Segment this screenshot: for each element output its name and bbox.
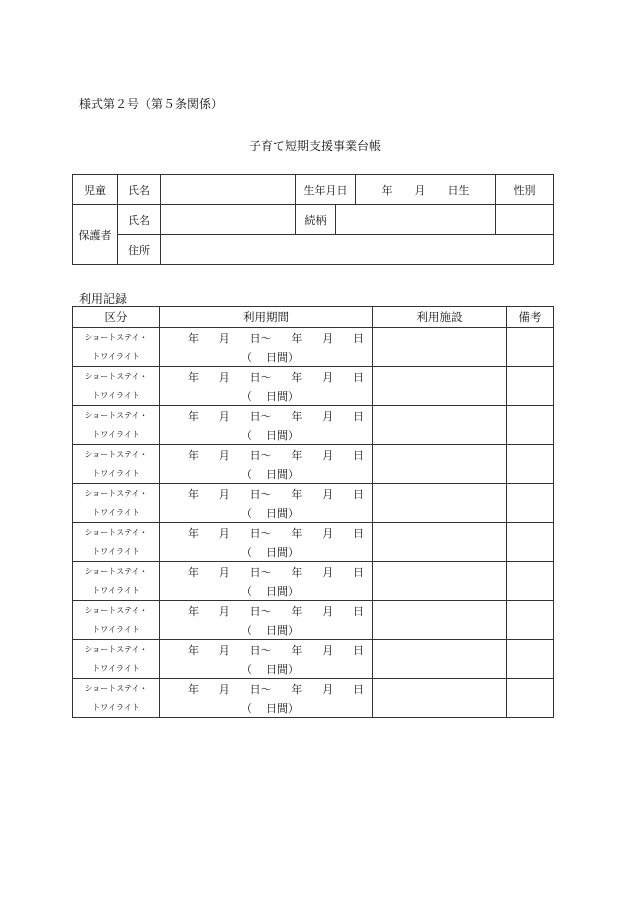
end-day: 日 [352, 565, 364, 579]
remarks-field[interactable] [507, 484, 554, 523]
start-month: 月 [218, 409, 230, 423]
header-period: 利用期間 [160, 307, 373, 328]
usage-row [73, 406, 554, 426]
period-start-end[interactable] [160, 406, 373, 426]
dob-year: 年 [381, 183, 393, 197]
end-year: 年 [291, 682, 303, 696]
end-day: 日 [352, 682, 364, 696]
period-start-end[interactable] [160, 679, 373, 699]
end-month: 月 [322, 526, 334, 540]
gender-field[interactable] [496, 205, 554, 235]
days-open-paren: （ [241, 623, 252, 637]
dob-field[interactable] [356, 175, 496, 205]
end-year: 年 [291, 331, 303, 345]
category-line-2: トワイライト [73, 620, 160, 640]
end-month: 月 [322, 331, 334, 345]
usage-row [73, 640, 554, 660]
period-days[interactable] [160, 425, 373, 445]
usage-row [73, 523, 554, 543]
facility-field[interactable] [373, 523, 507, 562]
days-open-paren: （ [241, 389, 252, 403]
category-line-1: ショートステイ・ [73, 484, 160, 504]
start-day: 日〜 [249, 565, 272, 579]
period-days[interactable] [160, 464, 373, 484]
start-year: 年 [188, 487, 199, 501]
end-month: 月 [322, 682, 334, 696]
usage-row [73, 679, 554, 699]
category-line-1: ショートステイ・ [73, 640, 160, 660]
start-day: 日〜 [249, 331, 272, 345]
start-year: 年 [188, 331, 199, 345]
usage-row [73, 445, 554, 465]
category-line-2: トワイライト [73, 503, 160, 523]
start-month: 月 [218, 370, 230, 384]
usage-record-table [72, 306, 554, 718]
days-count: 日間） [266, 467, 299, 481]
remarks-field[interactable] [507, 328, 554, 367]
start-day: 日〜 [249, 487, 272, 501]
remarks-field[interactable] [507, 367, 554, 406]
start-day: 日〜 [249, 409, 272, 423]
remarks-field[interactable] [507, 679, 554, 718]
start-day: 日〜 [249, 448, 272, 462]
usage-row [73, 367, 554, 387]
remarks-field[interactable] [507, 640, 554, 679]
days-open-paren: （ [241, 662, 252, 676]
days-count: 日間） [266, 545, 299, 559]
document-title: 子育て短期支援事業台帳 [248, 139, 381, 153]
days-open-paren: （ [241, 584, 252, 598]
period-days[interactable] [160, 347, 373, 367]
end-year: 年 [291, 643, 303, 657]
address-row [73, 235, 554, 265]
remarks-field[interactable] [507, 406, 554, 445]
child-label: 児童 [73, 175, 118, 205]
days-count: 日間） [266, 701, 299, 715]
start-year: 年 [188, 409, 199, 423]
period-days[interactable] [160, 503, 373, 523]
remarks-field[interactable] [507, 562, 554, 601]
period-start-end[interactable] [160, 445, 373, 465]
end-day: 日 [352, 448, 364, 462]
facility-field[interactable] [373, 562, 507, 601]
end-day: 日 [352, 526, 364, 540]
header-facility: 利用施設 [373, 307, 507, 328]
category-line-1: ショートステイ・ [73, 445, 160, 465]
category-line-1: ショートステイ・ [73, 328, 160, 348]
days-count: 日間） [266, 506, 299, 520]
end-year: 年 [291, 409, 303, 423]
address-field[interactable] [161, 235, 554, 265]
days-open-paren: （ [241, 701, 252, 715]
days-count: 日間） [266, 623, 299, 637]
category-line-1: ショートステイ・ [73, 523, 160, 543]
category-line-2: トワイライト [73, 542, 160, 562]
period-start-end[interactable] [160, 523, 373, 543]
start-month: 月 [218, 604, 230, 618]
gender-label: 性別 [496, 175, 554, 205]
end-month: 月 [322, 604, 334, 618]
period-days[interactable] [160, 386, 373, 406]
relation-field[interactable] [336, 205, 496, 235]
end-month: 月 [322, 409, 334, 423]
days-count: 日間） [266, 389, 299, 403]
child-row [73, 175, 554, 205]
period-start-end[interactable] [160, 601, 373, 621]
category-line-2: トワイライト [73, 386, 160, 406]
start-month: 月 [218, 331, 230, 345]
start-day: 日〜 [249, 526, 272, 540]
days-open-paren: （ [241, 467, 252, 481]
end-year: 年 [291, 526, 303, 540]
period-start-end[interactable] [160, 484, 373, 504]
end-month: 月 [322, 643, 334, 657]
start-month: 月 [218, 565, 230, 579]
child-name-field[interactable] [161, 175, 296, 205]
category-line-1: ショートステイ・ [73, 679, 160, 699]
period-days[interactable] [160, 620, 373, 640]
days-count: 日間） [266, 428, 299, 442]
start-year: 年 [188, 565, 199, 579]
days-count: 日間） [266, 662, 299, 676]
start-year: 年 [188, 526, 199, 540]
end-year: 年 [291, 370, 303, 384]
usage-row [73, 328, 554, 348]
dob-label: 生年月日 [296, 175, 356, 205]
days-count: 日間） [266, 350, 299, 364]
header-category: 区分 [73, 307, 160, 328]
end-day: 日 [352, 409, 364, 423]
facility-field[interactable] [373, 640, 507, 679]
guardian-label: 保護者 [73, 205, 118, 265]
end-year: 年 [291, 448, 303, 462]
start-day: 日〜 [249, 604, 272, 618]
header-remarks: 備考 [507, 307, 554, 328]
days-open-paren: （ [241, 506, 252, 520]
dob-day: 日生 [447, 183, 470, 197]
category-line-1: ショートステイ・ [73, 601, 160, 621]
category-line-1: ショートステイ・ [73, 562, 160, 582]
facility-field[interactable] [373, 406, 507, 445]
start-month: 月 [218, 448, 230, 462]
form-number: 様式第２号（第５条関係） [79, 97, 224, 111]
category-line-2: トワイライト [73, 425, 160, 445]
end-day: 日 [352, 331, 364, 345]
category-line-2: トワイライト [73, 581, 160, 601]
facility-field[interactable] [373, 367, 507, 406]
start-month: 月 [218, 526, 230, 540]
end-month: 月 [322, 487, 334, 501]
end-year: 年 [291, 565, 303, 579]
category-line-2: トワイライト [73, 659, 160, 679]
end-day: 日 [352, 487, 364, 501]
start-month: 月 [218, 643, 230, 657]
facility-field[interactable] [373, 445, 507, 484]
guardian-name-row [73, 205, 554, 235]
guardian-name-label: 氏名 [118, 205, 161, 235]
end-day: 日 [352, 370, 364, 384]
dob-month: 月 [414, 183, 426, 197]
category-line-2: トワイライト [73, 698, 160, 718]
end-year: 年 [291, 487, 303, 501]
usage-row [73, 562, 554, 582]
usage-row [73, 484, 554, 504]
end-month: 月 [322, 448, 334, 462]
period-days[interactable] [160, 659, 373, 679]
category-line-2: トワイライト [73, 347, 160, 367]
end-day: 日 [352, 643, 364, 657]
facility-field[interactable] [373, 679, 507, 718]
category-line-1: ショートステイ・ [73, 367, 160, 387]
category-line-1: ショートステイ・ [73, 406, 160, 426]
facility-field[interactable] [373, 601, 507, 640]
start-month: 月 [218, 487, 230, 501]
usage-section-label: 利用記録 [79, 292, 128, 306]
facility-field[interactable] [373, 328, 507, 367]
start-day: 日〜 [249, 370, 272, 384]
child-guardian-table [72, 174, 554, 265]
facility-field[interactable] [373, 484, 507, 523]
start-day: 日〜 [249, 682, 272, 696]
end-year: 年 [291, 604, 303, 618]
period-days[interactable] [160, 698, 373, 718]
period-start-end[interactable] [160, 328, 373, 348]
start-year: 年 [188, 643, 199, 657]
child-name-label: 氏名 [118, 175, 161, 205]
address-label: 住所 [118, 235, 161, 265]
period-days[interactable] [160, 581, 373, 601]
period-days[interactable] [160, 542, 373, 562]
start-year: 年 [188, 604, 199, 618]
usage-header-row [73, 307, 554, 328]
period-start-end[interactable] [160, 367, 373, 387]
end-month: 月 [322, 565, 334, 579]
days-open-paren: （ [241, 350, 252, 364]
start-month: 月 [218, 682, 230, 696]
start-year: 年 [188, 448, 199, 462]
guardian-name-field[interactable] [161, 205, 296, 235]
end-day: 日 [352, 604, 364, 618]
period-start-end[interactable] [160, 562, 373, 582]
days-count: 日間） [266, 584, 299, 598]
end-month: 月 [322, 370, 334, 384]
remarks-field[interactable] [507, 523, 554, 562]
remarks-field[interactable] [507, 601, 554, 640]
relation-label: 続柄 [296, 205, 336, 235]
days-open-paren: （ [241, 428, 252, 442]
usage-row [73, 601, 554, 621]
start-year: 年 [188, 370, 199, 384]
start-day: 日〜 [249, 643, 272, 657]
start-year: 年 [188, 682, 199, 696]
period-start-end[interactable] [160, 640, 373, 660]
category-line-2: トワイライト [73, 464, 160, 484]
remarks-field[interactable] [507, 445, 554, 484]
days-open-paren: （ [241, 545, 252, 559]
